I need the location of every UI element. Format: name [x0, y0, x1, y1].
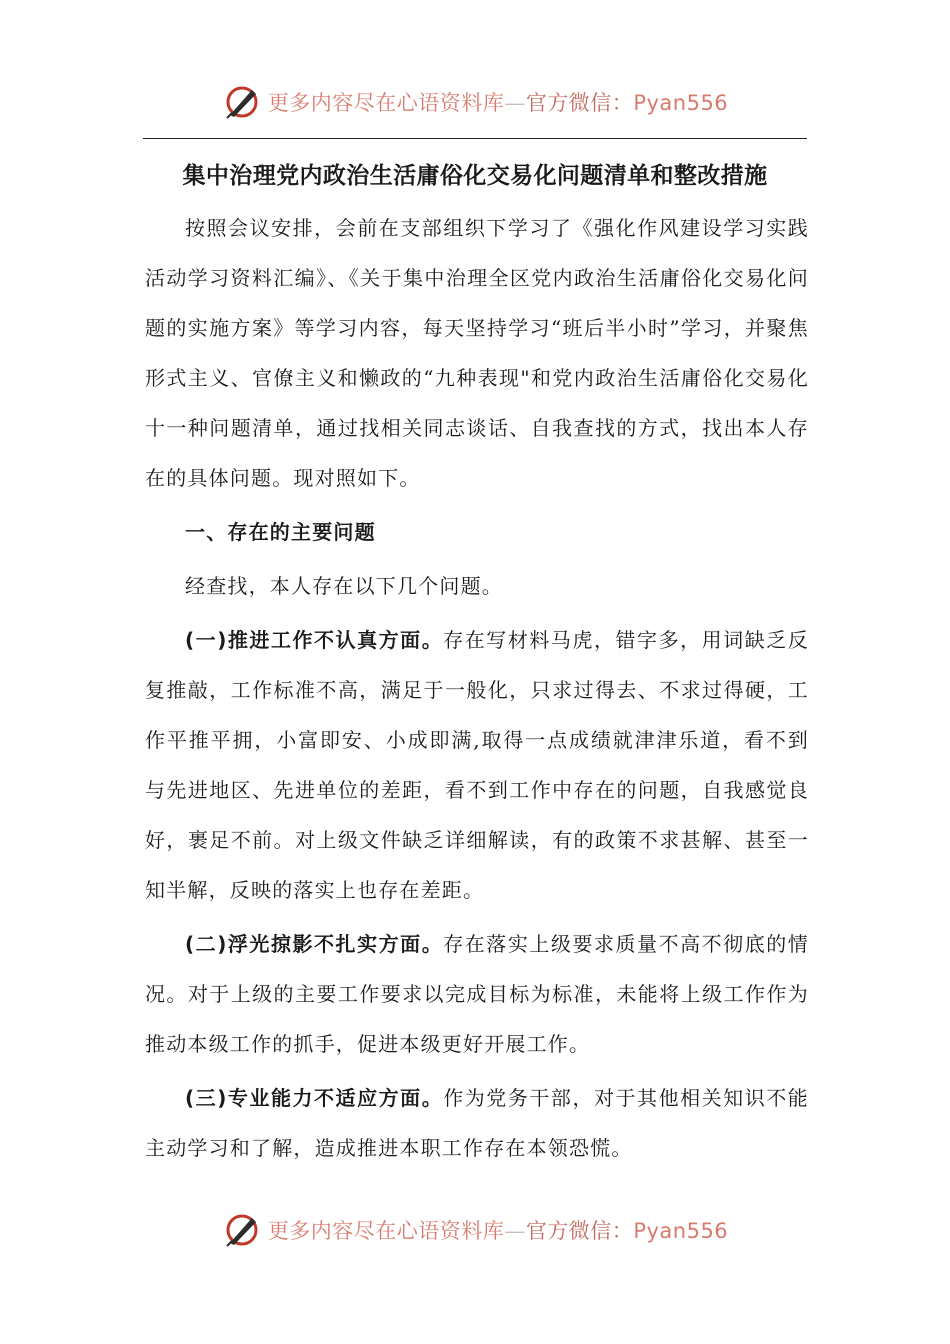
footer-separator: —: [504, 1219, 526, 1243]
quill-logo-icon: [222, 1210, 262, 1250]
footer-banner: [0, 1208, 950, 1252]
footer-wechat-label: 官方微信：: [525, 1219, 634, 1243]
issue-label-3: (三)专业能力不适应方面。: [185, 1086, 444, 1110]
issue-text-1: 存在写材料马虎，错字多，用词缺乏反复推敲，工作标准不高，满足于一般化，只求过得去、不求过得硬，工作平推平拥，小富即安、小成即满,取得一点成绩就津津乐道，看不到与先进地区、先进单位的差距，看不到工作中存在的问题，自我感觉良好，裹足不前。对上级文件缺乏详细解读，有的政策不求甚解、甚至一知半解，反映的落实上也存在差距。: [145, 628, 809, 902]
footer-banner-text: [268, 1215, 728, 1245]
document-title: 集中治理党内政治生活庸俗化交易化问题清单和整改措施: [182, 162, 768, 189]
banner-wechat-label: 官方微信：: [525, 91, 634, 115]
issue-label-1: (一)推进工作不认真方面。: [185, 628, 444, 652]
header-divider: [143, 138, 807, 139]
issue-label-2: (二)浮光掠影不扎实方面。: [185, 932, 444, 956]
issue-text-3: 作为党务干部，对于其他相关知识不能主动学习和了解，造成推进本职工作存在本领恐慌。: [145, 1086, 809, 1160]
banner-separator: —: [504, 91, 526, 115]
document-body: [145, 203, 809, 1177]
issue-text-2: 存在落实上级要求质量不高不彻底的情况。对于上级的主要工作要求以完成目标为标准，未能将上级工作作为推动本级工作的抓手，促进本级更好开展工作。: [145, 932, 809, 1056]
banner-wechat-account: Pyan556: [633, 91, 729, 115]
banner-text: [268, 87, 728, 117]
issue-paragraph-2: [145, 919, 809, 1069]
header-banner: [0, 80, 950, 124]
issue-paragraph-1: [145, 615, 809, 915]
quill-logo-icon: [222, 82, 262, 122]
banner-slogan: 更多内容尽在心语资料库: [267, 91, 505, 115]
footer-slogan: 更多内容尽在心语资料库: [267, 1219, 505, 1243]
intro-paragraph: 按照会议安排，会前在支部组织下学习了《强化作风建设学习实践活动学习资料汇编》、《关于集中治理全区党内政治生活庸俗化交易化问题的实施方案》等学习内容，每天坚持学习“班后半小时”学习，并聚焦形式主义、官僚主义和懒政的“九种表现"和党内政治生活庸俗化交易化十一种问题清单，通过找相关同志谈话、自我查找的方式，找出本人存在的具体问题。现对照如下。: [145, 216, 809, 490]
issue-paragraph-3: [145, 1073, 809, 1173]
footer-wechat-account: Pyan556: [633, 1219, 729, 1243]
section-lead-paragraph: 经查找，本人存在以下几个问题。: [185, 574, 503, 598]
section-heading: 一、存在的主要问题: [185, 520, 376, 544]
